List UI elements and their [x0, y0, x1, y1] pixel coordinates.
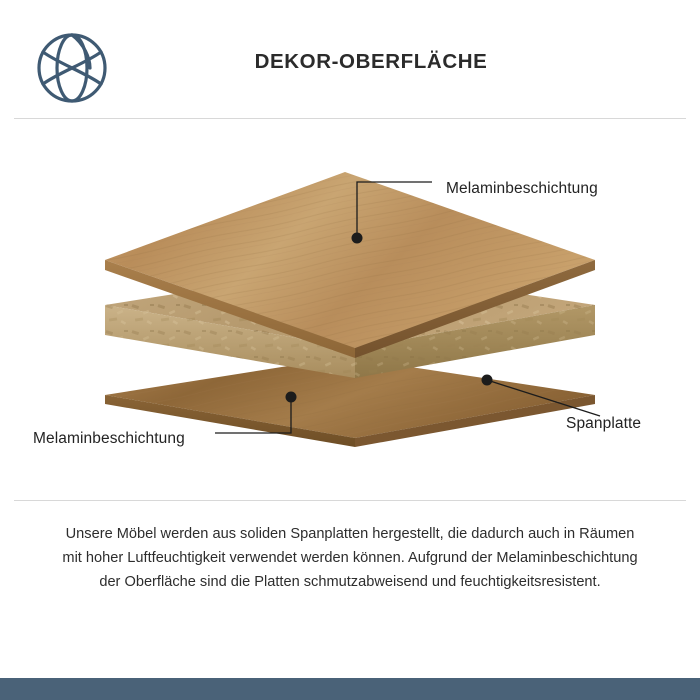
description-paragraph: Unsere Möbel werden aus soliden Spanplatten hergestellt, die dadurch auch in Räumen mit hoher Luftfeuchtigkeit verwendet werden können. Aufgrund der Melaminbeschichtung der Oberfläche sind die Platten schmutzabweisend und feuchtigkeitsresistent.	[62, 526, 638, 590]
header	[0, 0, 700, 118]
callout-dot-right	[482, 375, 493, 386]
callout-dot-top	[352, 233, 363, 244]
header-divider	[14, 118, 686, 119]
body-divider	[14, 500, 686, 501]
callout-label-right: Spanplatte	[566, 415, 642, 432]
page-title: DEKOR-OBERFLÄCHE	[254, 50, 488, 73]
footer-bar	[0, 678, 700, 700]
callout-label-top: Melaminbeschichtung	[446, 180, 598, 197]
callout-label-bottom: Melaminbeschichtung	[33, 430, 185, 447]
callout-dot-bottom	[286, 392, 297, 403]
